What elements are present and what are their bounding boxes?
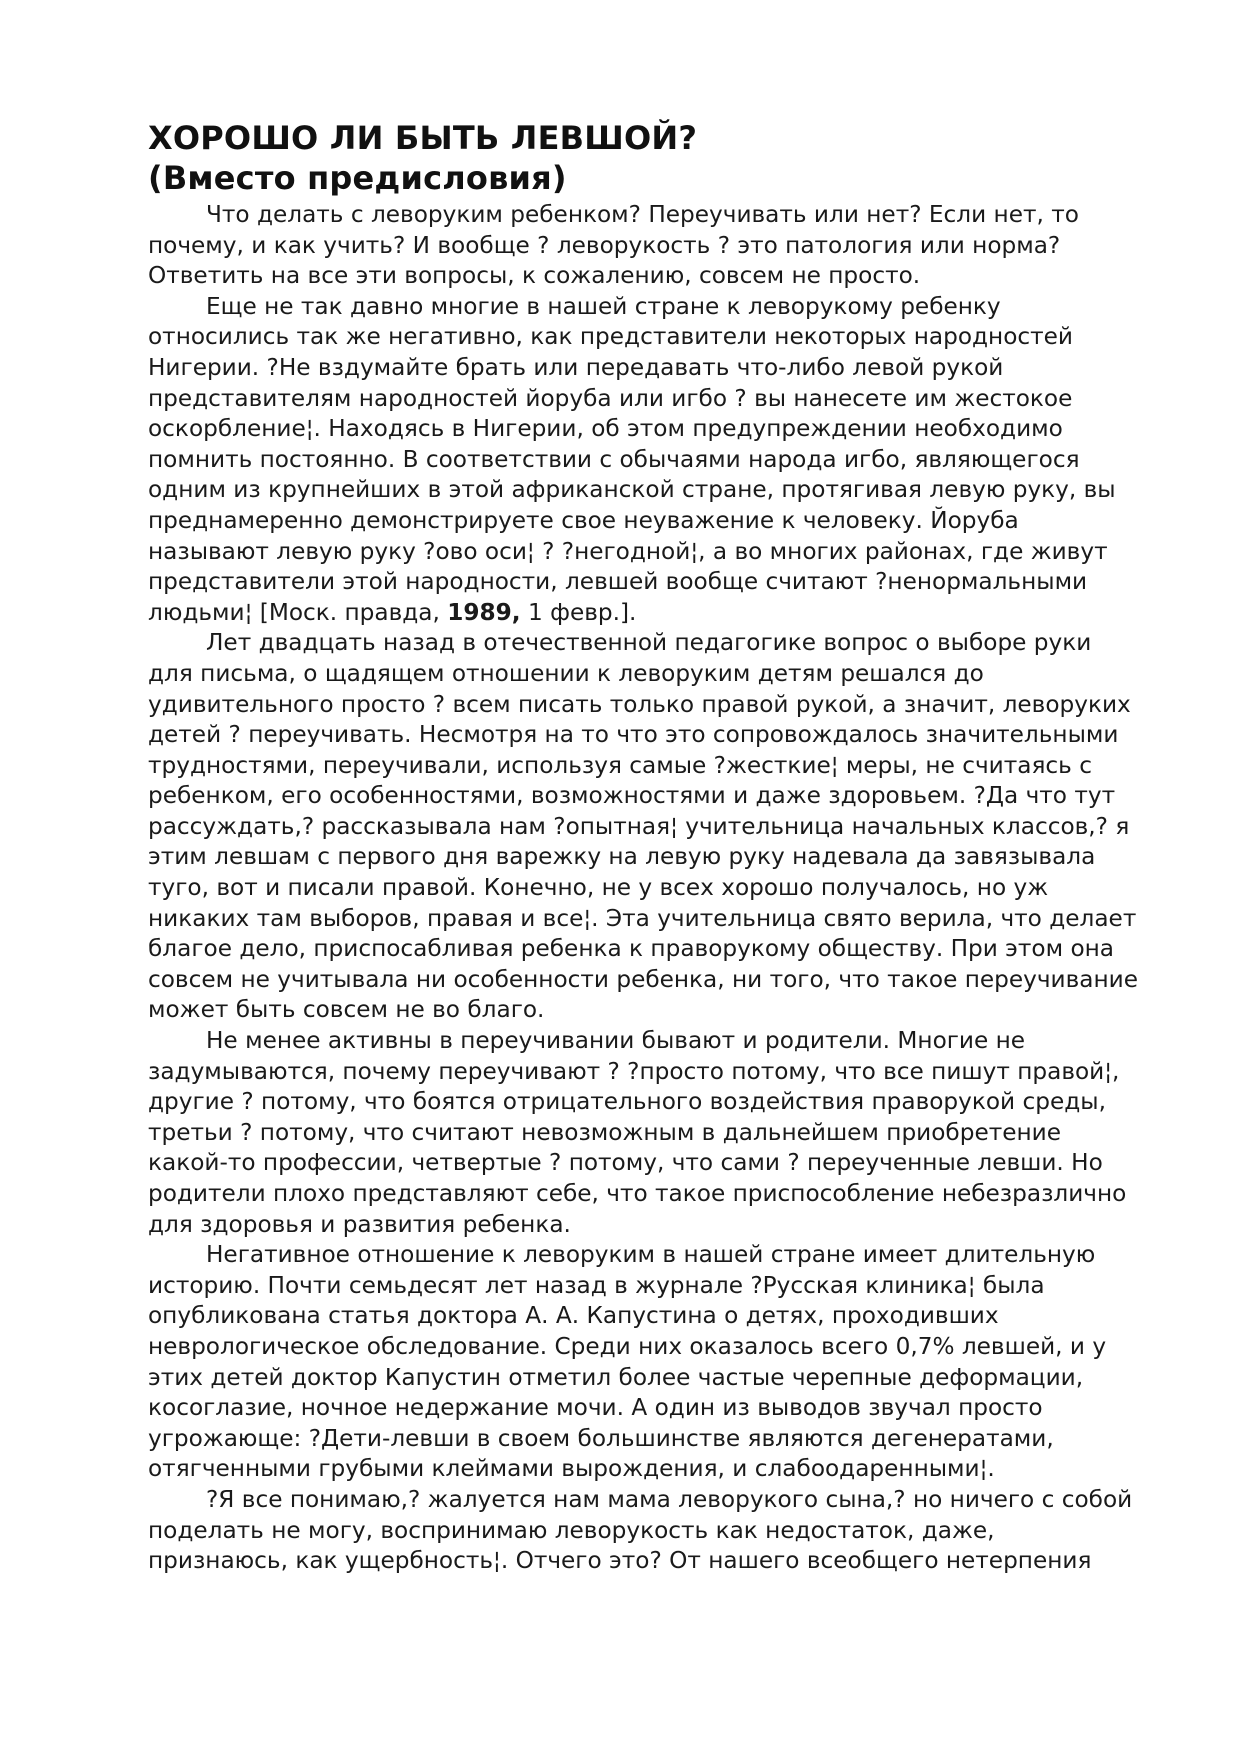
paragraph-2-text: Еще не так давно многие в нашей стране к леворукому ребенку относились так же негативно, как представители некоторых народностей Нигерии. ?Не вздумайте брать или передавать что-либо левой рукой представителям народностей йоруба или игбо ? вы нанесете им жестокое оскорбление¦. Находясь в Нигерии, об этом предупреждении необходимо помнить постоянно. В соответствии с обычаями народа игбо, являющегося одним из крупнейших в этой африканской стране, протягивая левую руку, вы преднамеренно демонстрируете свое неуважение к человеку. Йоруба называют левую руку ?ово оси¦ ? ?негодной¦, а во многих районах, где живут представители этой народности, левшей вообще считают ?ненормальными людьми¦ [Моск. правда,: [148, 292, 1116, 626]
title-line-1: ХОРОШО ЛИ БЫТЬ ЛЕВШОЙ?: [148, 119, 698, 157]
paragraph-2-citation-end: 1 февр.].: [520, 598, 637, 626]
title-line-2: (Вместо предисловия): [148, 159, 567, 197]
paragraph-3: Лет двадцать назад в отечественной педагогике вопрос о выборе руки для письма, о щадящем отношении к леворуким детям решался до удивительного просто ? всем писать только правой рукой, а значит, леворуких детей ? переучивать. Несмотря на то что это сопровождалось значительными трудностями, переучивали, используя самые ?жесткие¦ меры, не считаясь с ребенком, его особенностями, возможностями и даже здоровьем. ?Да что тут рассуждать,? рассказывала нам ?опытная¦ учительница начальных классов,? я этим левшам с первого дня варежку на левую руку надевала да завязывала туго, вот и писали правой. Конечно, не у всех хорошо получалось, но уж никаких там выборов, правая и все¦. Эта учительница свято верила, что делает благое дело, приспосабливая ребенка к праворукому обществу. При этом она совсем не учитывала ни особенности ребенка, ни того, что такое переучивание может быть совсем не во благо.: [148, 629, 1138, 1024]
paragraph-5: Негативное отношение к леворуким в нашей стране имеет длительную историю. Почти семьдесят лет назад в журнале ?Русская клиника¦ была опубликована статья доктора А. А. Капустина о детях, проходивших неврологическое обследование. Среди них оказалось всего 0,7% левшей, и у этих детей доктор Капустин отметил более частые черепные деформации, косоглазие, ночное недержание мочи. А один из выводов звучал просто угрожающе: ?Дети-левши в своем большинстве являются дегенератами, отягченными грубыми клеймами вырождения, и слабоодаренными¦.: [148, 1241, 1107, 1483]
citation-year: 1989,: [447, 598, 521, 626]
paragraph-2: [148, 292, 1138, 629]
paragraph-1: Что делать с леворуким ребенком? Переучивать или нет? Если нет, то почему, и как учить? И вообще ? леворукость ? это патология или норма? Ответить на все эти вопросы, к сожалению, совсем не просто.: [148, 201, 1079, 290]
paragraph-6: ?Я все понимаю,? жалуется нам мама леворукого сына,? но ничего с собой поделать не могу, воспринимаю леворукость как недостаток, даже, признаюсь, как ущербность¦. Отчего это? От нашего всеобщего нетерпения: [148, 1485, 1133, 1575]
paragraph-4: Не менее активны в переучивании бывают и родители. Многие не задумываются, почему переучивают ? ?просто потому, что все пишут правой¦, другие ? потому, что боятся отрицательного воздействия праворукой среды, третьи ? потому, что считают невозможным в дальнейшем приобретение какой-то профессии, четвертые ? потому, что сами ? переученные левши. Но родители плохо представляют себе, что такое приспособление небезразлично для здоровья и развития ребенка.: [148, 1027, 1127, 1238]
document-page: [148, 118, 1138, 1577]
document-title: [148, 118, 1138, 198]
document-body: [148, 200, 1138, 1577]
